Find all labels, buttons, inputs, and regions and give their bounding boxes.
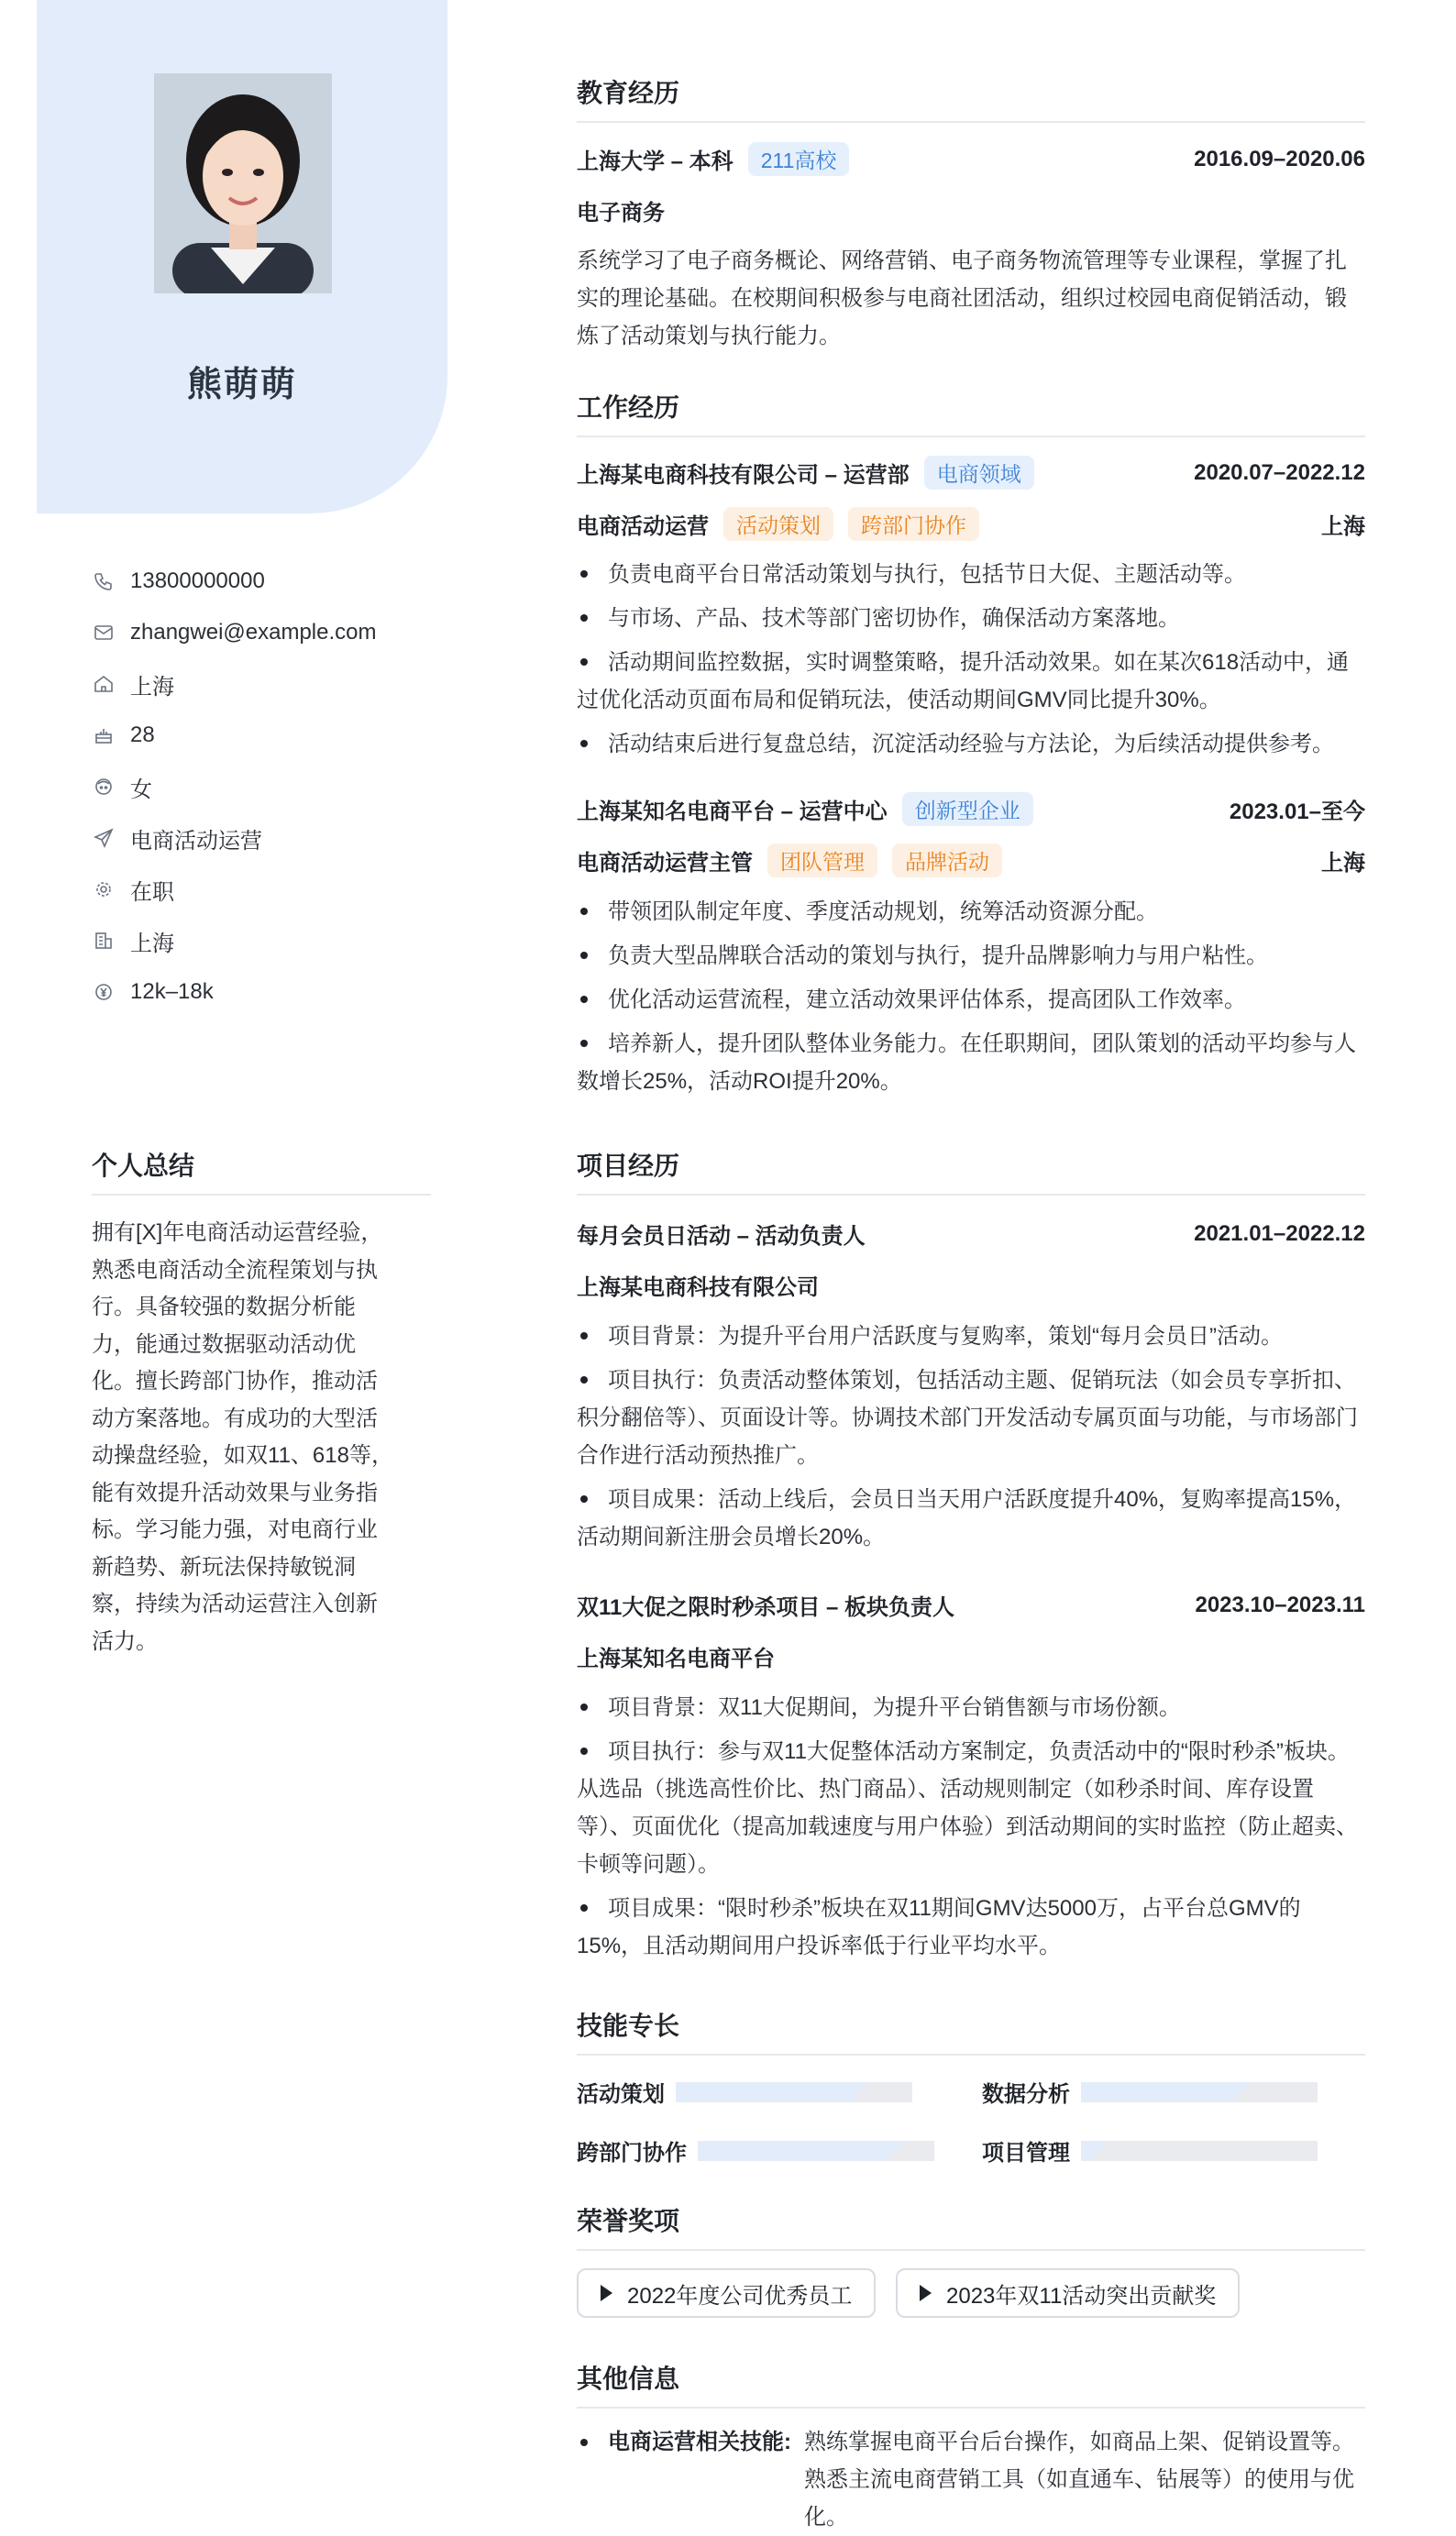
skill-level-fill <box>1081 2141 1109 2161</box>
school-tag: 211高校 <box>748 142 850 176</box>
project-2-company: 上海某知名电商平台 <box>577 1647 775 1671</box>
bullet-item: 项目执行：负责活动整体策划，包括活动主题、促销玩法（如会员专享折扣、 积分翻倍等）、页面设计等。协调技术部门开发活动专属页面与功能，与市场部门 合作进行活动预热推广。 <box>577 1362 1365 1474</box>
info-gender <box>92 761 377 812</box>
summary-text <box>92 1215 394 1660</box>
education-title: 教育经历 <box>577 73 1365 123</box>
summary-line: 行。具备较强的数据分析能 <box>92 1295 356 1319</box>
job-2-date: 2023.01–至今 <box>1229 799 1365 824</box>
job-1-tag: 电商领域 <box>924 456 1034 490</box>
bullet-item: 优化活动运营流程，建立活动效果评估体系，提高团队工作效率。 <box>577 981 1365 1019</box>
summary-line: 动方案落地。有成功的大型活 <box>92 1406 378 1431</box>
job-1-bullets <box>577 556 1365 769</box>
skill-name: 项目管理 <box>982 2141 1070 2166</box>
skill-name: 跨部门协作 <box>577 2141 687 2166</box>
mail-icon <box>92 621 116 645</box>
work-title: 工作经历 <box>577 388 1365 437</box>
major: 电子商务 <box>577 201 665 226</box>
award-label: 2023年双11活动突出贡献奖 <box>946 2283 1217 2309</box>
summary-line: 动操盘经验，如双11、618等， <box>92 1443 393 1468</box>
skill-level-fill <box>1081 2082 1252 2102</box>
project-1-header <box>577 1218 1365 1250</box>
bullet-item: 项目背景：双11大促期间，为提升平台销售额与市场份额。 <box>577 1689 1365 1726</box>
bullet-item: 项目背景：为提升平台用户活跃度与复购率，策划“每月会员日”活动。 <box>577 1318 1365 1355</box>
skill-item <box>982 2076 1318 2108</box>
summary-title: 个人总结 <box>92 1146 431 1196</box>
job-1-city: 上海 <box>1321 514 1365 539</box>
other-value <box>804 2423 1354 2536</box>
info-work-city <box>92 915 377 966</box>
phone-text: 13800000000 <box>130 568 265 593</box>
skill-level-fill <box>676 2082 870 2102</box>
gender-text: 女 <box>130 777 152 802</box>
age-text: 28 <box>130 722 155 747</box>
skill-level-bar <box>698 2141 934 2161</box>
skills-title: 技能专长 <box>577 2006 1365 2056</box>
job-target-text: 电商活动运营 <box>130 828 262 854</box>
bullet-item: 负责电商平台日常活动策划与执行，包括节日大促、主题活动等。 <box>577 556 1365 593</box>
profile-card <box>37 0 447 513</box>
project-1-company-row <box>577 1269 1365 1301</box>
job-1-role-row <box>577 507 1365 541</box>
work-city-text: 上海 <box>130 931 174 956</box>
play-icon <box>920 2285 932 2301</box>
job-2-role-tag: 品牌活动 <box>892 843 1002 877</box>
info-status <box>92 864 377 915</box>
education-description <box>577 242 1365 355</box>
cake-icon <box>92 723 116 747</box>
other-key: 电商运营相关技能: <box>608 2430 791 2454</box>
other-line: 熟悉主流电商营销工具（如直通车、钻展等）的使用与优 <box>804 2467 1354 2492</box>
job-1-date: 2020.07–2022.12 <box>1194 459 1365 485</box>
skill-level-bar <box>1081 2141 1318 2161</box>
summary-line: 标。学习能力强，对电商行业 <box>92 1517 378 1542</box>
summary-line: 新趋势、新玩法保持敏锐洞 <box>92 1554 356 1580</box>
project-2-header <box>577 1589 1365 1621</box>
summary-line: 熟悉电商活动全流程策划与执 <box>92 1257 378 1283</box>
education-line: 实的理论基础。在校期间积极参与电商社团活动，组织过校园电商促销活动，锻 <box>577 286 1347 311</box>
bullet-item: 培养新人，提升团队整体业务能力。在任职期间，团队策划的活动平均参与人 数增长25%，活动ROI提升20%。 <box>577 1025 1365 1100</box>
award-badge <box>896 2268 1240 2318</box>
project-2-name: 双11大促之限时秒杀项目 – 板块负责人 <box>577 1595 955 1620</box>
bullet-item: 活动期间监控数据，实时调整策略，提升活动效果。如在某次618活动中，通 过优化活动页面布局和促销玩法，使活动期间GMV同比提升30%。 <box>577 644 1365 719</box>
profile-name: 熊萌萌 <box>186 366 297 404</box>
skill-level-bar <box>1081 2082 1318 2102</box>
project-1-name: 每月会员日活动 – 活动负责人 <box>577 1224 866 1249</box>
bullet-item: 带领团队制定年度、季度活动规划，统筹活动资源分配。 <box>577 893 1365 931</box>
bullet-item: 项目执行：参与双11大促整体活动方案制定，负责活动中的“限时秒杀”板块。 从选品（挑选高性价比、热门商品）、活动规则制定（如秒杀时间、库存设置 等）、页面优化（提高加载速度与用户体验）到活动期间的实时监控（防止超卖、 卡顿等问题）。 <box>577 1733 1365 1883</box>
bullet-item: 负责大型品牌联合活动的策划与执行，提升品牌影响力与用户粘性。 <box>577 937 1365 975</box>
contact-info-list <box>92 556 377 1018</box>
education-date: 2016.09–2020.06 <box>1194 146 1365 171</box>
job-2-role-row <box>577 843 1365 877</box>
job-2-header <box>577 792 1365 826</box>
education-line: 系统学习了电子商务概论、网络营销、电子商务物流管理等专业课程，掌握了扎 <box>577 248 1347 273</box>
awards-title: 荣誉奖项 <box>577 2201 1365 2251</box>
skill-level-fill <box>698 2141 906 2161</box>
play-icon <box>601 2285 612 2301</box>
send-icon <box>92 826 116 850</box>
status-icon <box>92 877 116 901</box>
info-phone <box>92 556 377 607</box>
skill-item <box>577 2134 934 2167</box>
summary-line: 拥有[X]年电商活动运营经验， <box>92 1220 383 1245</box>
info-salary <box>92 966 377 1018</box>
skill-name: 数据分析 <box>982 2082 1070 2107</box>
project-2-company-row <box>577 1640 1365 1672</box>
info-email <box>92 607 377 658</box>
bullet-item: 项目成果：“限时秒杀”板块在双11期间GMV达5000万，占平台总GMV的 15%，且活动期间用户投诉率低于行业平均水平。 <box>577 1890 1365 1965</box>
skill-item <box>982 2134 1318 2167</box>
education-line: 炼了活动策划与执行能力。 <box>577 324 841 348</box>
skill-level-bar <box>676 2082 912 2102</box>
job-2-role: 电商活动运营主管 <box>577 851 753 876</box>
other-info-item <box>577 2423 1365 2536</box>
home-icon <box>92 672 116 696</box>
education-header <box>577 142 1365 176</box>
project-1-company: 上海某电商科技有限公司 <box>577 1275 819 1300</box>
summary-line: 察，持续为活动运营注入创新 <box>92 1592 378 1616</box>
salary-icon <box>92 980 116 1004</box>
summary-line: 化。擅长跨部门协作，推动活 <box>92 1369 378 1394</box>
summary-line: 活力。 <box>92 1628 158 1654</box>
phone-icon <box>92 569 116 593</box>
other-line: 化。 <box>804 2505 848 2530</box>
bullet-item: 活动结束后进行复盘总结，沉淀活动经验与方法论，为后续活动提供参考。 <box>577 725 1365 763</box>
status-text: 在职 <box>130 879 174 905</box>
bullet-item: 与市场、产品、技术等部门密切协作，确保活动方案落地。 <box>577 600 1365 637</box>
skill-name: 活动策划 <box>577 2082 665 2107</box>
job-1-company: 上海某电商科技有限公司 – 运营部 <box>577 463 910 488</box>
skill-item <box>577 2076 912 2108</box>
bullet-dot <box>580 2439 588 2446</box>
projects-title: 项目经历 <box>577 1146 1365 1196</box>
award-label: 2022年度公司优秀员工 <box>627 2283 853 2309</box>
salary-text: 12k–18k <box>130 979 214 1004</box>
portrait-image <box>154 73 332 293</box>
summary-line: 能有效提升活动效果与业务指 <box>92 1480 378 1505</box>
summary-line: 力，能通过数据驱动活动优 <box>92 1331 356 1357</box>
education-major-row <box>577 194 1365 226</box>
project-2-bullets <box>577 1689 1365 1971</box>
other-title: 其他信息 <box>577 2359 1365 2409</box>
bullet-item: 项目成果：活动上线后，会员日当天用户活跃度提升40%，复购率提高15%， 活动期间新注册会员增长20%。 <box>577 1481 1365 1556</box>
job-1-header <box>577 456 1365 490</box>
job-2-role-tag: 团队管理 <box>767 843 877 877</box>
job-2-bullets <box>577 893 1365 1107</box>
project-2-date: 2023.10–2023.11 <box>1195 1592 1365 1617</box>
location-text: 上海 <box>130 674 174 700</box>
email-text: zhangwei@example.com <box>130 620 377 645</box>
info-job-target <box>92 812 377 864</box>
sidebar <box>37 0 447 2534</box>
other-line: 熟练掌握电商平台后台操作，如商品上架、促销设置等。 <box>804 2430 1354 2454</box>
job-1-role-tag: 活动策划 <box>723 507 833 541</box>
job-1-role-tag: 跨部门协作 <box>848 507 979 541</box>
info-location <box>92 658 377 710</box>
job-2-tag: 创新型企业 <box>902 792 1033 826</box>
job-2-city: 上海 <box>1321 851 1365 876</box>
info-age <box>92 710 377 761</box>
building-icon <box>92 929 116 953</box>
award-badge <box>577 2268 876 2318</box>
profile-photo <box>154 73 332 293</box>
job-1-role: 电商活动运营 <box>577 514 709 539</box>
job-2-company: 上海某知名电商平台 – 运营中心 <box>577 799 888 824</box>
school-name: 上海大学 – 本科 <box>577 149 734 174</box>
project-1-bullets <box>577 1318 1365 1562</box>
project-1-date: 2021.01–2022.12 <box>1194 1220 1365 1246</box>
gender-icon <box>92 775 116 799</box>
